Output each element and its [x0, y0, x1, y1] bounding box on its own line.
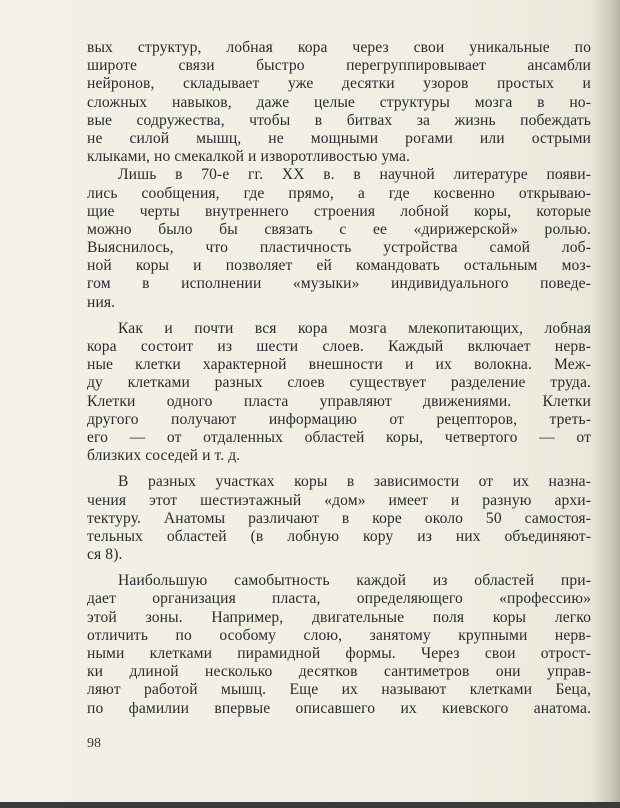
text-line: можно было бы связать с ее «дирижерской» ролью.: [87, 220, 591, 238]
page-number: 98: [87, 736, 101, 751]
text-line: кора состоит из шести слоев. Каждый включает нерв-: [87, 338, 591, 355]
text-line: Как и почти вся кора мозга млекопитающих, лобная: [118, 319, 591, 337]
text-line: ся 8).: [87, 546, 123, 564]
text-line: ляют работой мышц. Еще их называют клетками Беца,: [87, 681, 591, 699]
text-line: Наибольшую самобытность каждой из областей при-: [118, 572, 591, 590]
text-line: сложных навыков, даже целые структуры мозга в но-: [87, 93, 591, 111]
text-line: вых структур, лобная кора через свои уникальные по: [87, 39, 591, 56]
text-line: Лишь в 70-е гг. XX в. в научной литературе появи-: [118, 166, 591, 184]
page-bottom-edge: [0, 802, 620, 808]
text-line: Выяснилось, что пластичность устройства самой лоб-: [87, 239, 591, 257]
paragraph-gap: [87, 465, 591, 473]
text-line: тельных областей (в лобную кору из них объединяют-: [87, 527, 591, 545]
text-line: широте связи быстро перегруппировывает ансамбли: [87, 57, 591, 75]
text-line: щие черты внутреннего строения лобной коры, которые: [87, 202, 591, 220]
text-line: близких соседей и т. д.: [87, 447, 241, 465]
text-line: ки длиной несколько десятков сантиметров они управ-: [87, 663, 591, 681]
text-line: ния.: [87, 293, 116, 311]
text-line: его — от отдаленных областей коры, четвертого — от: [87, 428, 591, 446]
text-line: Клетки одного пласта управляют движениями. Клетки: [87, 392, 591, 410]
text-line: этой зоны. Например, двигательные поля коры легко: [87, 608, 591, 626]
text-line: ной коры и позволяет ей командовать остальным моз-: [87, 257, 591, 275]
text-line: вые содружества, чтобы в битвах за жизнь побеждать: [87, 111, 591, 129]
paragraph: [87, 166, 591, 312]
paragraph-gap: [87, 312, 591, 320]
text-line: В разных участках коры в зависимости от их назна-: [118, 473, 591, 491]
paragraph: [87, 39, 591, 166]
text-line: тектуру. Анатомы различают в коре около 50 самостоя-: [87, 509, 591, 527]
paragraph: [87, 320, 591, 466]
text-line: другого получают информацию от рецепторов, треть-: [87, 410, 591, 428]
text-line: дает организация пласта, определяющего «профессию»: [87, 590, 591, 608]
text-line: по фамилии впервые описавшего их киевского анатома.: [87, 699, 591, 717]
text-line: нейронов, складывает уже десятки узоров простых и: [87, 75, 591, 93]
text-line: отличить по особому слою, занятому крупными нерв-: [87, 626, 591, 644]
text-line: ду клетками разных слоев существует разделение труда.: [87, 374, 591, 392]
paragraph: [87, 572, 591, 718]
text-line: не силой мышц, не мощными рогами или острыми: [87, 129, 591, 147]
page-spine-shadow: [594, 0, 620, 808]
text-line: гом в исполнении «музыки» индивидуального поведе-: [87, 275, 591, 293]
text-line: лись сообщения, где прямо, а где косвенно открываю-: [87, 184, 591, 202]
text-line: ные клетки характерной внешности и их волокна. Меж-: [87, 356, 591, 374]
text-line: чения этот шестиэтажный «дом» имеет и разную архи-: [87, 491, 591, 509]
paragraph: [87, 473, 591, 564]
paragraph-gap: [87, 564, 591, 572]
text-line: клыками, но смекалкой и изворотливостью ума.: [87, 148, 411, 166]
body-text: [87, 39, 591, 718]
text-line: ными клетками пирамидной формы. Через свои отрост-: [87, 645, 591, 662]
